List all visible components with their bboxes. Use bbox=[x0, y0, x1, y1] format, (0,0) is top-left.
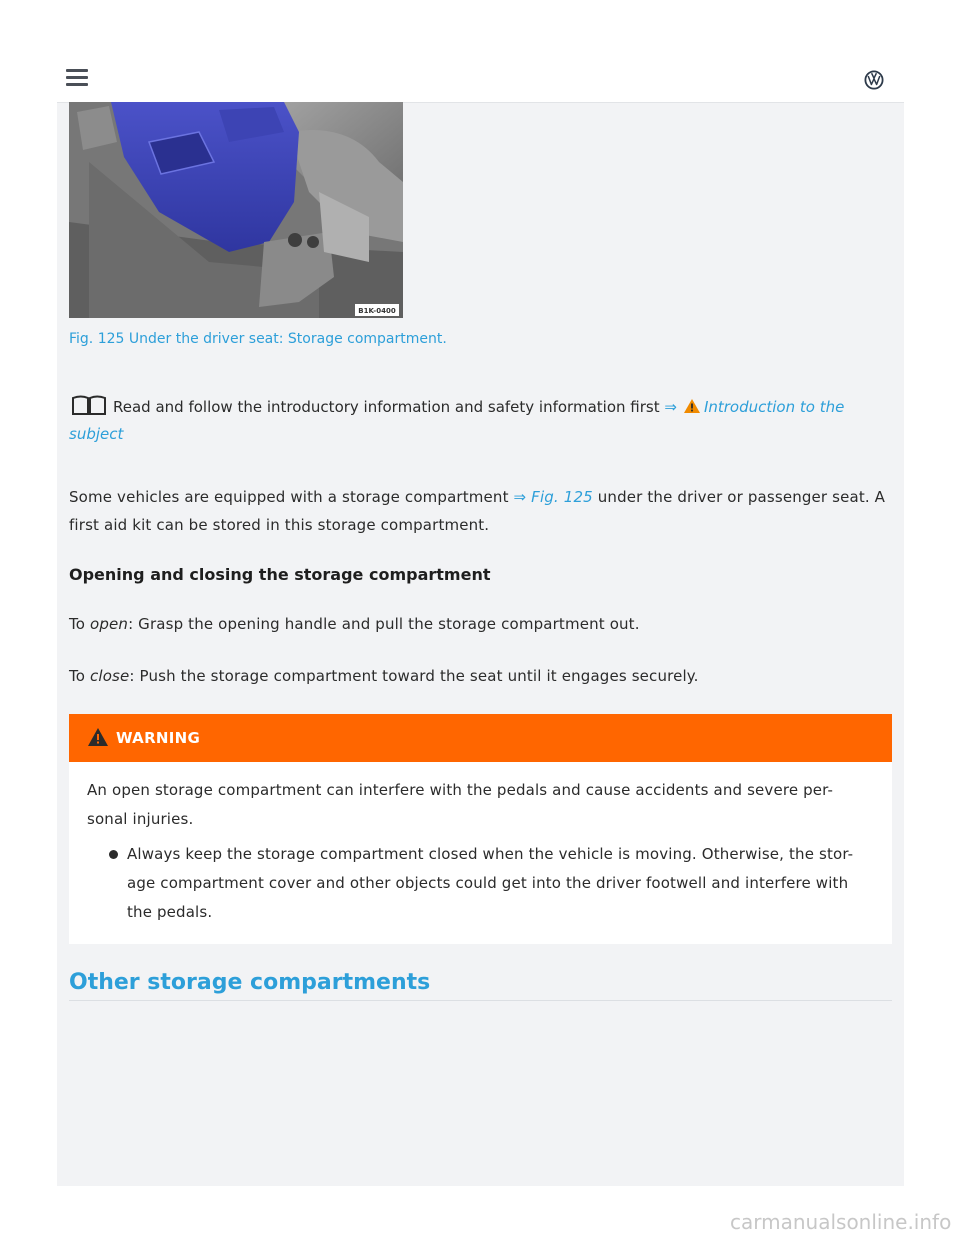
top-bar bbox=[57, 0, 904, 103]
intro-link[interactable]: Introduction to the subject bbox=[69, 398, 845, 443]
intro-text: Read and follow the introductory information and safety information first bbox=[113, 398, 660, 416]
open-step bbox=[69, 610, 889, 638]
vw-logo-icon[interactable] bbox=[864, 70, 884, 90]
warning-text: An open storage compartment can interfere with the pedals and cause accidents and severe per-sonal injuries. bbox=[87, 781, 834, 828]
subheading: Opening and closing the storage compartment bbox=[69, 565, 491, 584]
warning-box bbox=[69, 714, 892, 944]
warning-list bbox=[87, 840, 870, 927]
close-term: close bbox=[90, 667, 130, 685]
hamburger-menu-icon[interactable] bbox=[66, 69, 88, 87]
watermark: carmanualsonline.info bbox=[730, 1210, 952, 1234]
warning-title: WARNING bbox=[116, 729, 201, 747]
figure-caption: Fig. 125 Under the driver seat: Storage compartment. bbox=[69, 331, 447, 347]
paragraph-storage-intro bbox=[69, 483, 889, 539]
open-text: : Grasp the opening handle and pull the storage compartment out. bbox=[128, 615, 640, 633]
warning-body bbox=[69, 762, 892, 927]
open-term: open bbox=[90, 615, 129, 633]
close-text: : Push the storage compartment toward the seat until it engages securely. bbox=[129, 667, 699, 685]
intro-arrow[interactable]: ⇒ bbox=[664, 398, 677, 416]
section-title: Other storage compartments bbox=[69, 970, 431, 995]
warning-icon bbox=[87, 727, 109, 747]
close-prefix: To bbox=[69, 667, 91, 685]
warning-list-item: Always keep the storage compartment closed when the vehicle is moving. Otherwise, the stor-age compartment cover and other objects could get into the driver footwell and interfere with the pedals. bbox=[109, 840, 870, 927]
intro-note bbox=[69, 394, 889, 448]
warning-header bbox=[69, 714, 892, 762]
book-icon bbox=[69, 394, 109, 418]
paragraph-text: Some vehicles are equipped with a storage compartment bbox=[69, 488, 514, 506]
close-step bbox=[69, 662, 889, 690]
section-divider bbox=[69, 1000, 892, 1001]
storage-compartment-figure bbox=[69, 102, 403, 318]
figure-link[interactable]: ⇒ Fig. 125 bbox=[513, 488, 593, 506]
open-prefix: To bbox=[69, 615, 91, 633]
warning-triangle-icon bbox=[683, 398, 701, 414]
figure-code: B1K-0400 bbox=[358, 307, 396, 315]
paragraph-text-after: under the driver or passenger seat. A first aid kit can be stored in this storage compartment. bbox=[69, 488, 886, 534]
